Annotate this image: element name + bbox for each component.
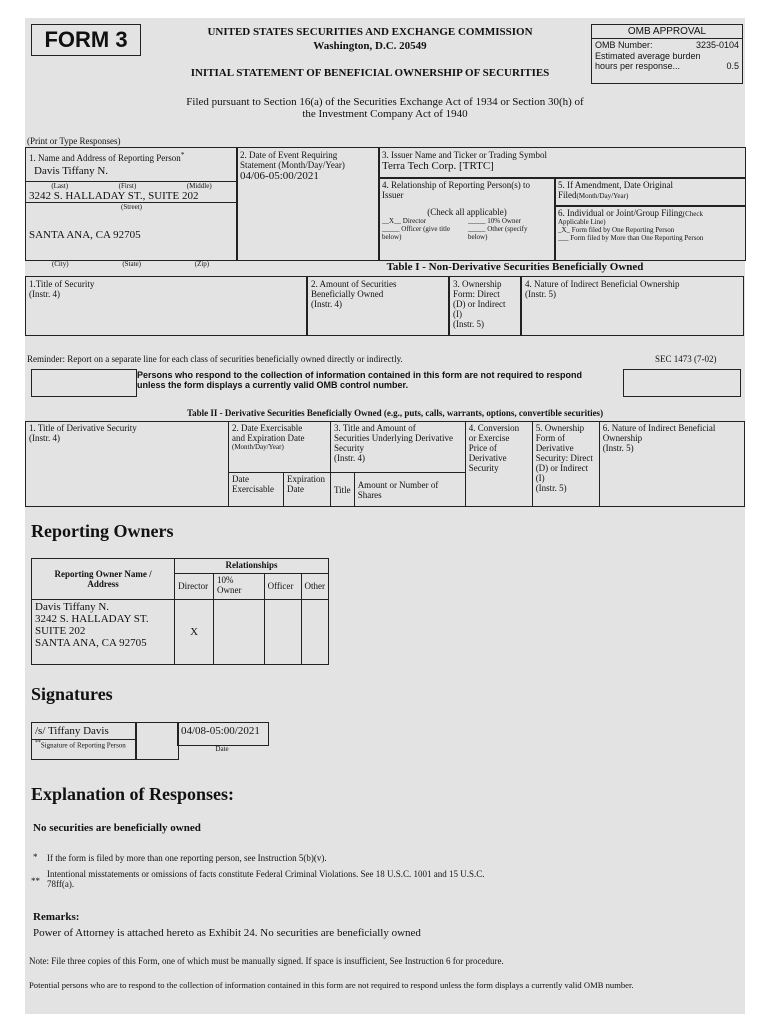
- ro-owner-line2: 3242 S. HALLADAY ST.: [35, 613, 149, 625]
- t2c4-line2: or Exercise: [468, 433, 510, 443]
- t1c4-line1: 4. Nature of Indirect Beneficial Ownership: [525, 279, 680, 289]
- burden-label: Estimated average burden: [595, 51, 701, 61]
- t2c2-line1: 2. Date Exercisable: [232, 423, 303, 433]
- print-type-note: (Print or Type Responses): [27, 136, 121, 146]
- box5-label-1: 5. If Amendment, Date Original: [558, 180, 673, 190]
- box4-relationship: [378, 177, 556, 261]
- filed-pursuant: [85, 96, 685, 120]
- t2-col5: [532, 422, 599, 507]
- filing-option-more: ___ Form filed by More than One Reporting Person: [558, 234, 704, 242]
- ro-name-header: [32, 559, 175, 600]
- box1-label: 1. Name and Address of Reporting Person: [29, 153, 181, 163]
- t2-sub-date-ex: [229, 473, 284, 507]
- remarks-label: Remarks:: [33, 911, 80, 923]
- t2c3-line4: (Instr. 4): [334, 453, 365, 463]
- middle-label: (Middle): [186, 182, 212, 190]
- t2c4-line3: Price of: [468, 443, 497, 453]
- t1c1-line1: 1.Title of Security: [29, 279, 95, 289]
- other-below: below): [468, 233, 488, 241]
- box6-applicable: Applicable Line): [558, 218, 606, 226]
- t2c6-line1: 6. Nature of Indirect Beneficial: [602, 423, 716, 433]
- t2-col1: [26, 422, 229, 507]
- t2c5-line6: (I): [535, 473, 545, 483]
- reporting-owners-heading: Reporting Owners: [31, 521, 174, 541]
- ro-director-mark: X: [175, 600, 214, 665]
- t2-sub-date-ex-2: Exercisable: [232, 484, 274, 494]
- box6-label: 6. Individual or Joint/Group Filing: [558, 208, 683, 218]
- t2-sub-exp-2: Date: [287, 484, 304, 494]
- burden-value: 0.5: [726, 61, 739, 71]
- t1c2-line1: 2. Amount of Securities: [311, 279, 397, 289]
- t2c5-line2: Form of: [535, 433, 565, 443]
- t2c5-line1: 5. Ownership: [535, 423, 585, 433]
- table2-header-row: [26, 422, 745, 473]
- t2c3-line1: 3. Title and Amount of: [334, 423, 416, 433]
- box6-check: (Check: [682, 210, 703, 218]
- other-option: _____ Other (specify: [468, 225, 528, 233]
- t2-col2: [229, 422, 331, 473]
- signature-value: /s/ Tiffany Davis: [35, 725, 109, 737]
- t2c1-line2: (Instr. 4): [29, 433, 60, 443]
- t2c2-line2: and Expiration Date: [232, 433, 305, 443]
- sec-code: SEC 1473 (7-02): [655, 354, 717, 364]
- box4-label-1: 4. Relationship of Reporting Person(s) to: [382, 180, 530, 190]
- footnote-2: [47, 869, 567, 889]
- ro-officer-cell: [264, 600, 301, 665]
- box4-options-row3: [379, 233, 555, 241]
- box4-options-row2: [379, 225, 555, 233]
- ro-ten-pct-header: [214, 573, 265, 599]
- t2-sub-title: Title: [331, 473, 355, 507]
- city-value: SANTA ANA, CA 92705: [29, 229, 141, 241]
- form-title: INITIAL STATEMENT OF BENEFICIAL OWNERSHIP OF SECURITIES: [190, 67, 550, 79]
- t2-col3: [331, 422, 466, 473]
- agency-location: Washington, D.C. 20549: [313, 40, 427, 52]
- t1c3-line2: Form: Direct: [453, 289, 500, 299]
- officer-option: _____ Officer (give title: [382, 225, 451, 233]
- street-value: 3242 S. HALLADAY ST., SUITE 202: [29, 190, 199, 202]
- burden-hours-label: hours per response...: [595, 61, 681, 71]
- t2-sub-amount-2: Shares: [357, 489, 382, 500]
- box3-issuer: [378, 147, 746, 179]
- ro-owner-address: [32, 600, 175, 665]
- signature-date-label: Date: [215, 745, 229, 753]
- potential-persons-text: Potential persons who are to respond to the collection of information contained in this form are not required to respond unless the form displays a currently valid OMB number.: [29, 980, 634, 990]
- burden-row: [592, 61, 742, 71]
- persons-notice-line2: unless the form displays a currently valid OMB control number.: [137, 380, 409, 390]
- ro-owner-line1: Davis Tiffany N.: [35, 601, 110, 613]
- t2c6-line2: Ownership: [602, 433, 643, 443]
- signature-mark: **: [35, 740, 41, 746]
- t2c5-line5: (D) or Indirect: [535, 463, 589, 473]
- ro-owner-line4: SANTA ANA, CA 92705: [35, 637, 147, 649]
- city-state-zip-labels: [25, 260, 236, 268]
- box1-reporting-person: [25, 147, 238, 261]
- box5-label-row: [555, 190, 745, 200]
- ro-relationships-header: Relationships: [175, 559, 329, 574]
- box6-label-row: [555, 206, 745, 218]
- t2-sub-amount-1: Amount or Number of: [357, 479, 439, 490]
- signature-box: [31, 722, 137, 760]
- t1c3-line5: (Instr. 5): [453, 319, 484, 329]
- ro-officer-header: Officer: [264, 573, 301, 599]
- city-label: (City): [51, 260, 69, 268]
- omb-number-row: [592, 39, 742, 51]
- t2c4-line1: 4. Conversion: [468, 423, 520, 433]
- box6-filing-type: [554, 205, 746, 261]
- box4-check: (Check all applicable): [427, 207, 507, 217]
- table1-col3: [449, 276, 521, 336]
- omb-approval-box: [591, 24, 743, 84]
- persons-notice-line1: Persons who respond to the collection of information contained in this form are not required to respond: [137, 370, 583, 380]
- note-text: Note: File three copies of this Form, one of which must be manually signed. If space is insufficient, See Instruction 6 for procedure.: [29, 956, 504, 966]
- ro-ten-pct-1: 10%: [217, 574, 234, 585]
- footnote-1-mark: *: [33, 852, 38, 862]
- form-page: [25, 18, 745, 1014]
- t2c5-line4: Security: Direct: [535, 453, 593, 463]
- signature-label: Signature of Reporting Person: [40, 741, 126, 750]
- last-label: (Last): [51, 182, 69, 190]
- box2-label-2: Statement (Month/Day/Year): [240, 160, 345, 170]
- persons-notice: [137, 370, 627, 390]
- box2-label-1: 2. Date of Event Requiring: [240, 150, 338, 160]
- t1c2-line3: (Instr. 4): [311, 299, 342, 309]
- box5-amendment: [554, 177, 746, 207]
- explanation-heading: Explanation of Responses:: [31, 784, 235, 804]
- issuer-value: Terra Tech Corp. [TRTC]: [382, 160, 494, 172]
- table1-col1: [25, 276, 307, 336]
- first-label: (First): [118, 182, 137, 190]
- reminder-text: Reminder: Report on a separate line for each class of securities beneficially owned directly or indirectly.: [27, 354, 403, 364]
- t1c3-line3: (D) or Indirect: [453, 299, 506, 309]
- table2-title: Table II - Derivative Securities Beneficially Owned (e.g., puts, calls, warrants, options, convertible securities): [186, 408, 604, 418]
- signatures-heading: Signatures: [31, 684, 113, 704]
- t2c5-line3: Derivative: [535, 443, 574, 453]
- name-part-labels: [26, 181, 237, 190]
- box4-label-2: Issuer: [382, 190, 404, 200]
- table1-col2: [307, 276, 449, 336]
- reporting-owners-table: [31, 558, 329, 665]
- reporting-person-name: Davis Tiffany N.: [34, 165, 109, 177]
- signature-blank-box: [135, 722, 179, 760]
- t2c3-line3: Security: [334, 443, 364, 453]
- t1c1-line2: (Instr. 4): [29, 289, 60, 299]
- signature-date-box: [177, 722, 269, 746]
- t2c4-line4: Derivative: [468, 453, 507, 463]
- ten-pct-option: _____ 10% Owner: [468, 217, 521, 225]
- filed-line-2: the Investment Company Act of 1940: [302, 108, 468, 120]
- omb-number-label: OMB Number:: [595, 40, 653, 50]
- ro-name-header-1: Reporting Owner Name /: [54, 569, 152, 579]
- event-date-value: 04/06-05:00/2021: [240, 170, 319, 182]
- notice-right-box: [623, 369, 741, 397]
- agency-name: UNITED STATES SECURITIES AND EXCHANGE COMMISSION: [207, 26, 533, 38]
- t1c3-line4: (I): [453, 309, 462, 319]
- t2-col4: [465, 422, 532, 507]
- table2-derivative: [25, 421, 745, 507]
- zip-label: (Zip): [194, 260, 210, 268]
- ro-ten-pct-cell: [214, 600, 265, 665]
- box3-label: 3. Issuer Name and Ticker or Trading Symbol: [382, 150, 547, 160]
- t2-sub-amount: [354, 473, 465, 507]
- box4-options-row1: [379, 217, 555, 225]
- street-label: (Street): [26, 202, 237, 211]
- ro-header-row1: [32, 559, 329, 574]
- remarks-text: Power of Attorney is attached hereto as Exhibit 24. No securities are beneficially owned: [33, 927, 421, 939]
- signature-label-row: [32, 739, 136, 749]
- form-label: FORM 3: [31, 24, 141, 56]
- footnote-2-mark: **: [31, 876, 40, 886]
- t2c2-line3: (Month/Day/Year): [232, 443, 284, 451]
- officer-below: below): [382, 233, 402, 241]
- filing-option-one: _X_ Form filed by One Reporting Person: [558, 226, 675, 234]
- signature-date-value: 04/08-05:00/2021: [181, 725, 260, 737]
- filed-line-1: Filed pursuant to Section 16(a) of the Securities Exchange Act of 1934 or Section 30(h) of: [186, 96, 584, 108]
- t1c3-line1: 3. Ownership: [453, 279, 502, 289]
- footnote-2-line2: 78ff(a).: [47, 879, 75, 889]
- t2c3-line2: Securities Underlying Derivative: [334, 433, 453, 443]
- state-label: (State): [122, 260, 141, 268]
- footnote-2-line1: Intentional misstatements or omissions of facts constitute Federal Criminal Violations. See 18 U.S.C. 1001 and 15 U.S.C.: [47, 869, 485, 879]
- t2-sub-exp-1: Expiration: [287, 474, 325, 484]
- omb-title: OMB APPROVAL: [592, 25, 742, 39]
- ro-owner-line3: SUITE 202: [35, 625, 86, 637]
- box1-footnote-mark: *: [180, 150, 185, 159]
- director-option: __X__ Director: [382, 217, 427, 225]
- footnote-1: If the form is filed by more than one reporting person, see Instruction 5(b)(v).: [47, 853, 327, 863]
- ro-director-header: Director: [175, 573, 214, 599]
- box5-date-format: (Month/Day/Year): [576, 192, 629, 200]
- box2-event-date: [236, 147, 380, 261]
- t2c6-line3: (Instr. 5): [602, 443, 634, 453]
- ro-other-header: Other: [301, 573, 329, 599]
- table1-title: Table I - Non-Derivative Securities Beneficially Owned: [386, 261, 644, 273]
- t2-col6: [599, 422, 744, 507]
- ro-data-row: [32, 600, 329, 665]
- table1-col4: [521, 276, 744, 336]
- t2-sub-exp: [284, 473, 331, 507]
- t2c5-line7: (Instr. 5): [535, 483, 567, 493]
- ro-other-cell: [301, 600, 329, 665]
- t2c1-line1: 1. Title of Derivative Security: [29, 423, 137, 433]
- t1c2-line2: Beneficially Owned: [311, 289, 384, 299]
- ro-name-header-2: Address: [87, 579, 119, 589]
- no-securities-text: No securities are beneficially owned: [33, 822, 201, 834]
- omb-number: 3235-0104: [695, 40, 739, 50]
- box5-filed: Filed: [558, 190, 577, 200]
- box1-label-row: [26, 148, 237, 165]
- notice-left-box: [31, 369, 137, 397]
- t2c4-line5: Security: [468, 463, 499, 473]
- t2-sub-date-ex-1: Date: [232, 474, 249, 484]
- ro-ten-pct-2: Owner: [217, 584, 242, 595]
- t1c4-line2: (Instr. 5): [525, 289, 556, 299]
